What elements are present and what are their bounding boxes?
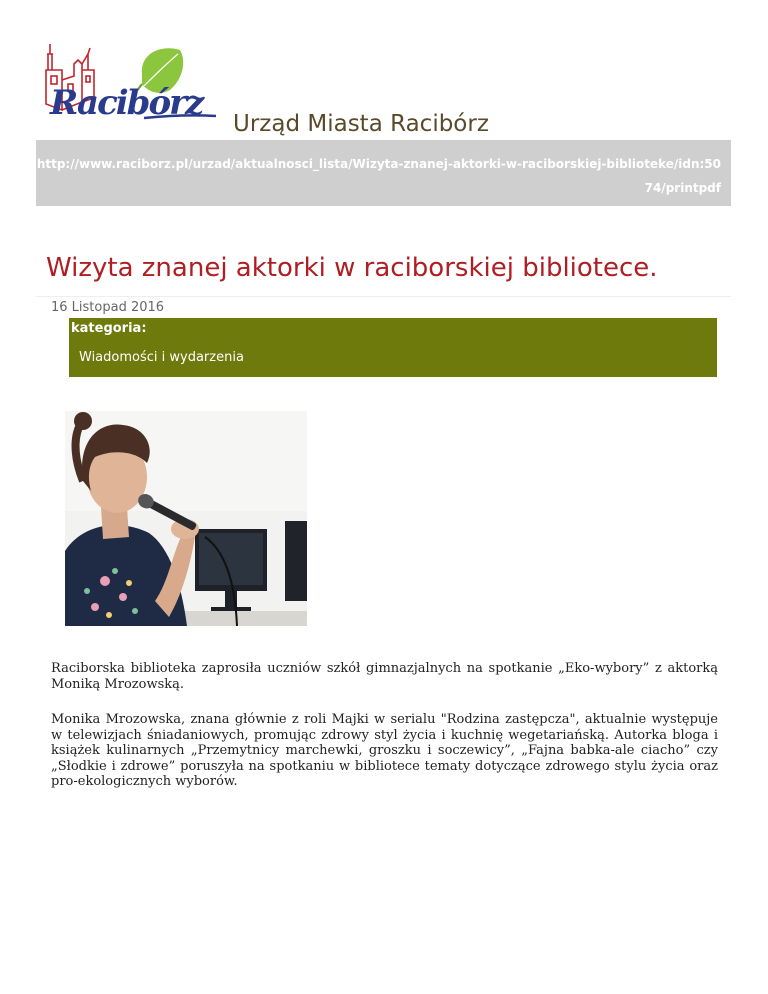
article-date: 16 Listopad 2016 — [51, 300, 165, 315]
category-label: kategoria: — [71, 321, 147, 336]
url-bar — [36, 140, 731, 206]
article-paragraph: Monika Mrozowska, znana głównie z roli Majki w serialu "Rodzina zastępcza", aktualnie występuje w telewizjach śniadaniowych, promując zdrowy styl życia i kuchnię wegetariańską. Autorka bloga i książek kulinarnych „Przemytnicy marchewki, groszku i soczewicy”, „Fajna babka-ale ciacho” czy „Słodkie i zdrowe” poruszyła na spotkaniu w bibliotece tematy dotyczące zdrowego stylu życia oraz pro-ekologicznych wyborów. — [51, 712, 718, 789]
category-box — [69, 318, 717, 377]
article-photo — [65, 411, 307, 626]
category-link[interactable]: Wiadomości i wydarzenia — [79, 350, 244, 365]
page-url: http://www.raciborz.pl/urzad/aktualnosci_lista/Wizyta-znanej-aktorki-w-raciborskiej-biblioteke/idn:5074/printpdf — [36, 157, 721, 195]
raciborz-logo[interactable] — [44, 40, 224, 130]
site-name: Urząd Miasta Racibórz — [233, 111, 489, 137]
article-paragraph: Raciborska biblioteka zaprosiła uczniów szkół gimnazjalnych na spotkanie „Eko-wybory” z aktorką Moniką Mrozowską. — [51, 661, 718, 692]
article-title: Wizyta znanej aktorki w raciborskiej bibliotece. — [46, 253, 658, 283]
divider — [36, 296, 731, 297]
logo-wordmark: Racibórz — [50, 83, 203, 123]
